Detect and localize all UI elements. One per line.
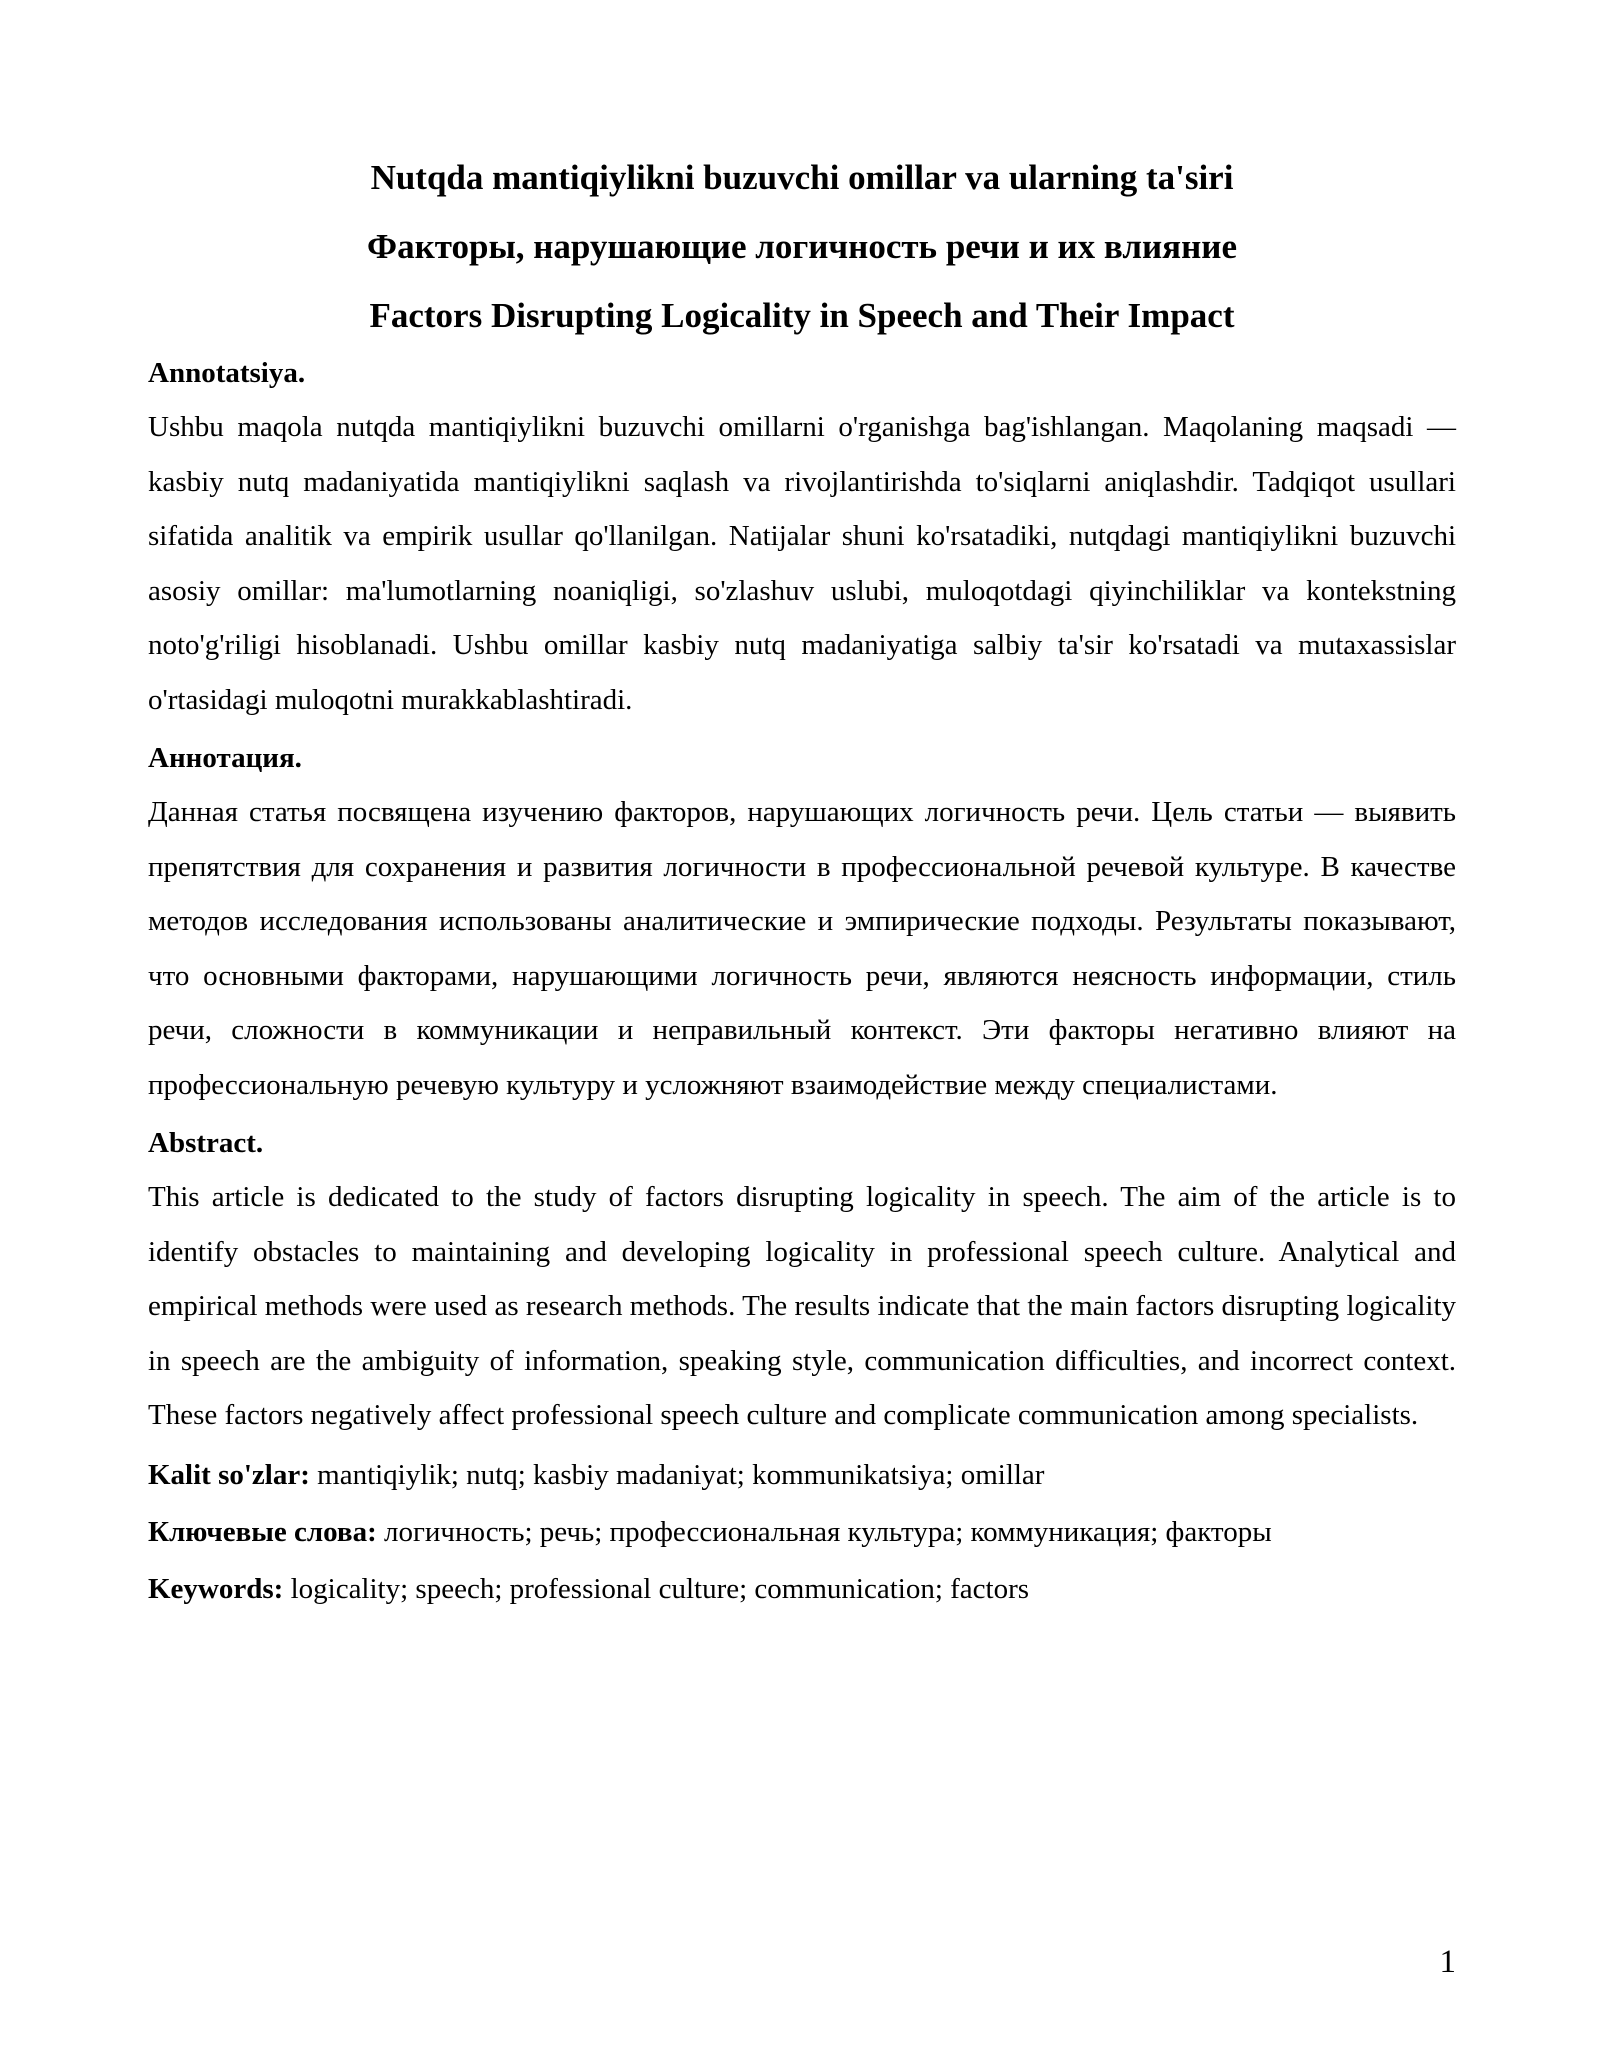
keywords-label-uzbek: Kalit so'zlar: xyxy=(148,1458,310,1491)
keywords-label-russian: Ключевые слова: xyxy=(148,1515,377,1548)
abstract-text-english: This article is dedicated to the study of factors disrupting logicality in speech. The aim of the article is to identify obstacles to maintaining and developing logicality in professional speech culture. Analytical and empirical methods were used as research methods. The results indicate that the main factors disrupting logicality in speech are the ambiguity of information, speaking style, communication difficulties, and incorrect context. These factors negatively affect professional speech culture and complicate communication among specialists. xyxy=(148,1181,1456,1431)
page-number: 1 xyxy=(1439,1944,1456,1980)
keywords-russian xyxy=(148,1504,1456,1561)
keywords-list-russian: логичность; речь; профессиональная культура; коммуникация; факторы xyxy=(384,1515,1272,1548)
title-uzbek: Nutqda mantiqiylikni buzuvchi omillar va ularning ta'siri xyxy=(370,158,1234,197)
keywords-label-english: Keywords: xyxy=(148,1572,284,1605)
keywords-list-uzbek: mantiqiylik; nutq; kasbiy madaniyat; kommunikatsiya; omillar xyxy=(317,1458,1045,1491)
title-english: Factors Disrupting Logicality in Speech and Their Impact xyxy=(369,296,1235,335)
abstract-heading-uzbek: Annotatsiya. xyxy=(148,357,306,389)
abstract-text-uzbek: Ushbu maqola nutqda mantiqiylikni buzuvchi omillarni o'rganishga bag'ishlangan. Maqolaning maqsadi — kasbiy nutq madaniyatida mantiqiylikni saqlash va rivojlantirishda to'siqlarni aniqlashdir. Tadqiqot usullari sifatida analitik va empirik usullar qo'llanilgan. Natijalar shuni ko'rsatadiki, nutqdagi mantiqiylikni buzuvchi asosiy omillar: ma'lumotlarning noaniqligi, so'zlashuv uslubi, muloqotdagi qiyinchiliklar va kontekstning noto'g'riligi hisoblanadi. Ushbu omillar kasbiy nutq madaniyatiga salbiy ta'sir ko'rsatadi va mutaxassislar o'rtasidagi muloqotni murakkablashtiradi. xyxy=(148,411,1456,716)
abstract-text-russian: Данная статья посвящена изучению факторов, нарушающих логичность речи. Цель статьи — выявить препятствия для сохранения и развития логичности в профессиональной речевой культуре. В качестве методов исследования использованы аналитические и эмпирические подходы. Результаты показывают, что основными факторами, нарушающими логичность речи, являются неясность информации, стиль речи, сложности в коммуникации и неправильный контекст. Эти факторы негативно влияют на профессиональную речевую культуру и усложняют взаимодействие между специалистами. xyxy=(148,796,1456,1101)
keywords-english xyxy=(148,1561,1456,1618)
keywords-list-english: logicality; speech; professional culture; communication; factors xyxy=(290,1572,1030,1605)
keywords-uzbek xyxy=(148,1447,1456,1504)
abstract-heading-english: Abstract. xyxy=(148,1127,264,1159)
abstract-section xyxy=(148,346,1456,1618)
title-block xyxy=(148,143,1456,350)
abstract-heading-russian: Аннотация. xyxy=(148,742,302,774)
title-russian: Факторы, нарушающие логичность речи и их влияние xyxy=(367,227,1237,266)
